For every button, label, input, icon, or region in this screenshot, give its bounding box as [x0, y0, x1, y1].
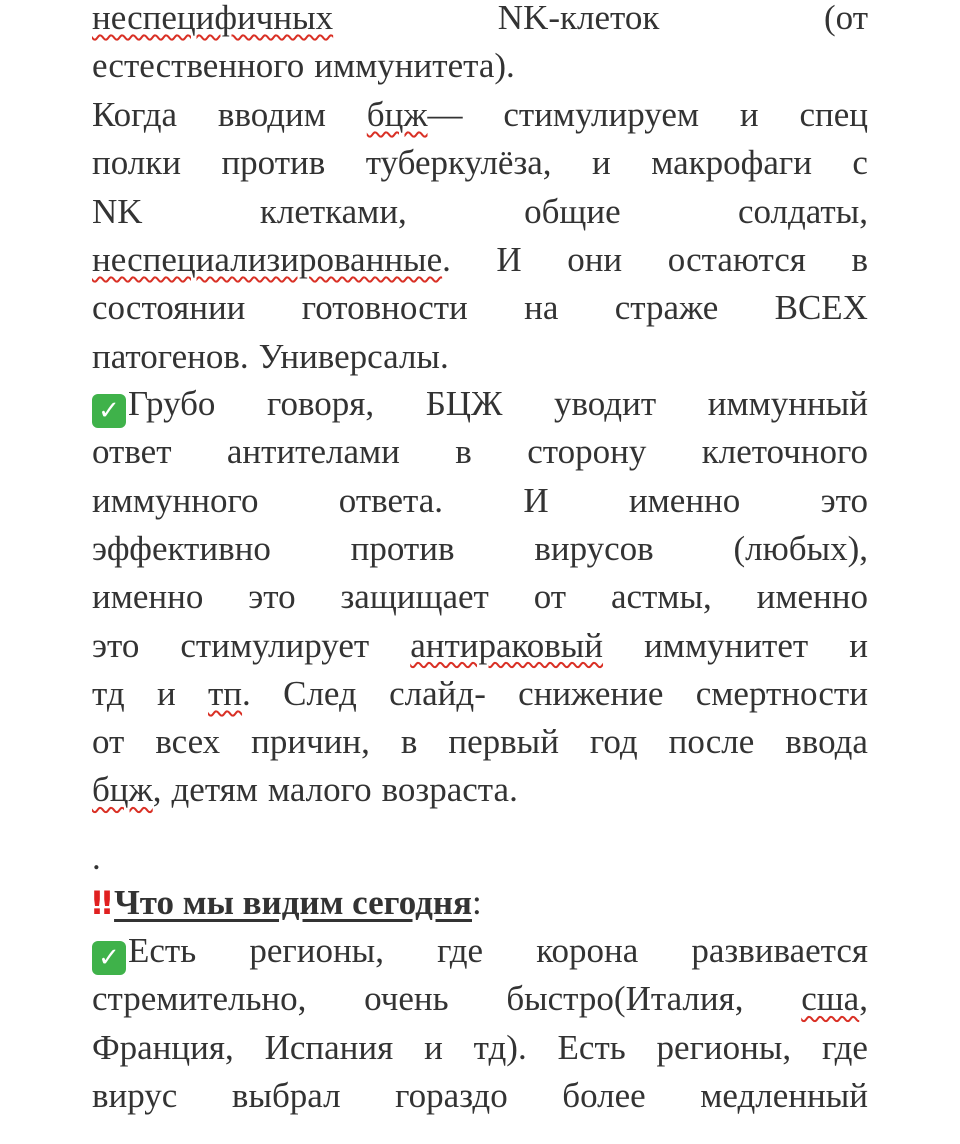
- text-line: [92, 428, 868, 476]
- text-line: [92, 670, 868, 718]
- word-text: говоря,: [267, 384, 375, 423]
- word-text: След: [283, 673, 357, 713]
- word-text: И: [496, 239, 522, 279]
- word-text: патогенов.: [92, 336, 249, 376]
- text-line: [92, 139, 868, 187]
- word: [524, 188, 621, 236]
- word: [208, 670, 251, 718]
- word-text: клетками,: [259, 191, 407, 231]
- word-text: и: [424, 1027, 443, 1067]
- word-text: Испания: [264, 1027, 394, 1067]
- word-text: (от: [824, 0, 868, 37]
- punctuation: —: [427, 95, 463, 134]
- word-text: эффективно: [92, 528, 271, 568]
- word-text: от: [92, 722, 125, 762]
- word-text: состоянии: [92, 288, 246, 328]
- word-text: ВСЕХ: [774, 288, 868, 328]
- word-text: (любых),: [733, 528, 868, 568]
- word: [367, 91, 463, 139]
- text-line: [92, 622, 868, 670]
- word-text: Когда: [92, 95, 178, 134]
- spellcheck-flagged-word: неспецифичных: [92, 0, 334, 37]
- word-text: всех: [155, 722, 221, 762]
- word: [785, 718, 868, 766]
- word-text: макрофаги: [651, 143, 812, 183]
- word-text: Грубо: [128, 384, 216, 423]
- text-line: [92, 91, 868, 139]
- word-text: естественного: [92, 46, 305, 86]
- word: [700, 1072, 868, 1120]
- word-text: NK: [92, 191, 143, 231]
- word: [702, 428, 868, 476]
- word: [657, 1024, 792, 1072]
- spellcheck-flagged-word: бцж: [366, 95, 428, 134]
- text-line: [92, 236, 868, 284]
- word-text: против: [221, 143, 326, 183]
- spellcheck-flagged-word: антираковый: [410, 625, 604, 665]
- word: [259, 333, 449, 381]
- text-line: [92, 380, 868, 428]
- word-text: слайд-: [389, 673, 486, 713]
- word: [155, 718, 220, 766]
- separator-dot: .: [92, 838, 101, 877]
- word: [534, 525, 653, 573]
- word-text: готовности: [301, 288, 468, 328]
- word: [852, 139, 868, 187]
- word-text: Франция,: [92, 1027, 234, 1067]
- word: [92, 333, 249, 381]
- word-text: иммунный: [707, 384, 868, 423]
- text-line: [92, 1024, 868, 1072]
- word-text: возраста.: [381, 770, 518, 810]
- word: [92, 622, 139, 670]
- word-text: медленный: [700, 1075, 868, 1115]
- word-text: они: [567, 239, 623, 279]
- word-text: уводит: [554, 384, 657, 423]
- word: [92, 525, 271, 573]
- word-text: и: [739, 95, 759, 134]
- word-text: иммунитета).: [314, 46, 515, 86]
- word: [534, 573, 566, 621]
- word: [401, 718, 418, 766]
- word: [822, 1024, 868, 1072]
- word-text: против: [350, 528, 455, 568]
- word: [562, 1072, 645, 1120]
- word: [524, 284, 558, 332]
- word: [536, 927, 638, 975]
- word-text: с: [852, 143, 868, 183]
- word-text: снижение: [518, 673, 664, 713]
- word-text: антителами: [226, 432, 400, 472]
- word-text: ответа.: [338, 480, 443, 520]
- word: [558, 1024, 626, 1072]
- word-text: и: [156, 673, 176, 713]
- text-line: [92, 718, 868, 766]
- word-text: быстро(Италия,: [506, 979, 744, 1019]
- word-text: полки: [92, 143, 181, 183]
- word: [364, 975, 448, 1023]
- word: [92, 573, 203, 621]
- punctuation: ,: [859, 979, 868, 1019]
- word-text: детям: [171, 770, 258, 810]
- word-text: страже: [614, 288, 719, 328]
- word-text: астмы,: [610, 577, 712, 617]
- word-text: иммунитет: [644, 625, 809, 665]
- heading-text: Что мы видим сегодня: [114, 883, 472, 922]
- word: [92, 718, 124, 766]
- word-text: и: [592, 143, 611, 183]
- word: [171, 766, 257, 814]
- word: [340, 573, 488, 621]
- word-text: ответ: [92, 432, 172, 472]
- double-exclamation-icon: ‼: [92, 884, 109, 922]
- word-text: более: [562, 1075, 646, 1115]
- word: [527, 428, 646, 476]
- spellcheck-flagged-word: сша: [801, 979, 860, 1019]
- word: [740, 91, 759, 139]
- word: [92, 927, 196, 975]
- word: [448, 718, 559, 766]
- word: [567, 236, 622, 284]
- word-text: тд: [92, 673, 125, 713]
- word: [757, 573, 868, 621]
- word: [92, 42, 304, 90]
- word: [799, 91, 868, 139]
- word: [849, 622, 868, 670]
- word: [92, 380, 215, 428]
- word: [821, 477, 868, 525]
- word-text: малого: [267, 770, 372, 810]
- punctuation: ,: [152, 770, 162, 810]
- word-text: где: [437, 931, 484, 970]
- word-text: регионы,: [249, 931, 384, 970]
- word: [251, 718, 370, 766]
- word-text: в: [400, 722, 418, 762]
- text-line: [92, 284, 868, 332]
- word-text: в: [851, 239, 868, 279]
- word: [92, 236, 451, 284]
- word: [232, 1072, 341, 1120]
- word-text: спец: [799, 95, 868, 134]
- word-text: это: [820, 480, 868, 520]
- word: [629, 477, 740, 525]
- word-text: именно: [628, 480, 741, 520]
- word-text: стимулирует: [180, 625, 370, 665]
- check-mark-icon: ✓: [92, 394, 126, 428]
- word: [92, 0, 333, 42]
- word: [503, 91, 699, 139]
- text-line: [92, 477, 868, 525]
- word: [801, 975, 868, 1023]
- word: [518, 670, 663, 718]
- word-text: от: [533, 577, 567, 617]
- word: [218, 91, 326, 139]
- word-text: это: [92, 625, 140, 665]
- word: [437, 927, 483, 975]
- word: [523, 477, 548, 525]
- word-text: первый: [448, 722, 559, 762]
- word: [395, 1072, 508, 1120]
- word-text: стремительно,: [92, 979, 307, 1019]
- word: [506, 975, 743, 1023]
- word: [265, 1024, 394, 1072]
- word: [267, 380, 374, 428]
- word-text: сторону: [527, 432, 647, 472]
- word-text: и: [849, 625, 868, 665]
- word: [410, 622, 603, 670]
- word-text: это: [248, 577, 296, 617]
- text-line: [92, 1072, 868, 1120]
- word: [339, 477, 443, 525]
- word-text: год: [589, 722, 638, 762]
- word: [227, 428, 400, 476]
- word: [248, 573, 295, 621]
- word: [389, 670, 486, 718]
- word: [592, 139, 611, 187]
- word-text: причин,: [251, 722, 370, 762]
- word-text: иммунного: [92, 480, 259, 520]
- word-text: развивается: [691, 931, 868, 970]
- word-text: очень: [364, 979, 449, 1019]
- word: [180, 622, 369, 670]
- spellcheck-flagged-word: бцж: [92, 770, 153, 810]
- word: [775, 284, 868, 332]
- word-text: остаются: [667, 239, 806, 279]
- text-line: [92, 0, 868, 42]
- word: [455, 428, 472, 476]
- word: [668, 236, 806, 284]
- word-text: вводим: [217, 95, 326, 134]
- word: [424, 1024, 443, 1072]
- word: [651, 139, 812, 187]
- word: [314, 42, 514, 90]
- word: [92, 188, 143, 236]
- word: [157, 670, 176, 718]
- word-text: БЦЖ: [425, 384, 503, 423]
- punctuation: .: [242, 673, 251, 713]
- word: [302, 284, 468, 332]
- word-text: Есть: [557, 1027, 626, 1067]
- word: [554, 380, 656, 428]
- word: [590, 718, 638, 766]
- word-text: И: [523, 480, 549, 520]
- punctuation: .: [442, 239, 451, 279]
- word: [92, 139, 181, 187]
- word-text: именно: [92, 577, 204, 617]
- word-text: корона: [536, 931, 639, 970]
- word-text: клеточного: [701, 432, 868, 472]
- word: [268, 766, 372, 814]
- text-line: [92, 975, 868, 1023]
- word-text: стимулируем: [503, 95, 700, 134]
- word: [92, 91, 177, 139]
- check-mark-icon: ✓: [92, 941, 126, 975]
- word: [426, 380, 503, 428]
- word: [92, 670, 125, 718]
- word-text: Есть: [128, 931, 197, 970]
- word-text: на: [524, 288, 559, 328]
- word: [92, 477, 258, 525]
- word-text: тд).: [473, 1027, 527, 1067]
- word-text: Универсалы.: [258, 336, 449, 376]
- word: [92, 284, 245, 332]
- word: [496, 236, 521, 284]
- word-text: именно: [756, 577, 868, 617]
- word: [92, 766, 161, 814]
- word-text: NK-клеток: [497, 0, 660, 37]
- word-text: туберкулёза,: [365, 143, 552, 183]
- word: [474, 1024, 527, 1072]
- word-text: солдаты,: [737, 191, 868, 231]
- word-text: выбрал: [231, 1075, 341, 1115]
- word: [249, 927, 384, 975]
- word-text: в: [455, 432, 472, 472]
- word: [260, 188, 407, 236]
- word: [92, 428, 172, 476]
- word-text: после: [668, 722, 755, 762]
- word: [615, 284, 719, 332]
- text-line: [92, 573, 868, 621]
- word-text: регионы,: [656, 1027, 792, 1067]
- text-line: [92, 766, 868, 814]
- text-line: [92, 525, 868, 573]
- word: [92, 975, 306, 1023]
- word: [382, 766, 518, 814]
- word: [283, 670, 357, 718]
- spellcheck-flagged-word: тп: [208, 673, 243, 713]
- section-heading: [92, 879, 868, 927]
- word: [644, 622, 808, 670]
- word: [851, 236, 868, 284]
- word: [351, 525, 455, 573]
- word: [669, 718, 755, 766]
- word: [824, 0, 868, 42]
- word-text: гораздо: [395, 1075, 508, 1115]
- word-text: ввода: [785, 722, 868, 762]
- word: [92, 1024, 234, 1072]
- word-text: где: [822, 1027, 868, 1067]
- spellcheck-flagged-word: неспециализированные: [92, 239, 443, 279]
- word-text: вирусов: [534, 528, 654, 568]
- word: [92, 1072, 177, 1120]
- word: [498, 0, 660, 42]
- word-text: смертности: [695, 673, 868, 713]
- word-text: вирус: [92, 1075, 178, 1115]
- text-line: [92, 333, 868, 381]
- text-line: [92, 42, 868, 90]
- word: [708, 380, 868, 428]
- word: [738, 188, 868, 236]
- word: [611, 573, 712, 621]
- word: [691, 927, 868, 975]
- heading-colon: :: [472, 883, 482, 922]
- word: [696, 670, 868, 718]
- text-line: [92, 927, 868, 975]
- word-text: защищает: [340, 577, 489, 617]
- word: [734, 525, 869, 573]
- word: [366, 139, 552, 187]
- word: [221, 139, 325, 187]
- text-line: [92, 188, 868, 236]
- word-text: общие: [524, 191, 621, 231]
